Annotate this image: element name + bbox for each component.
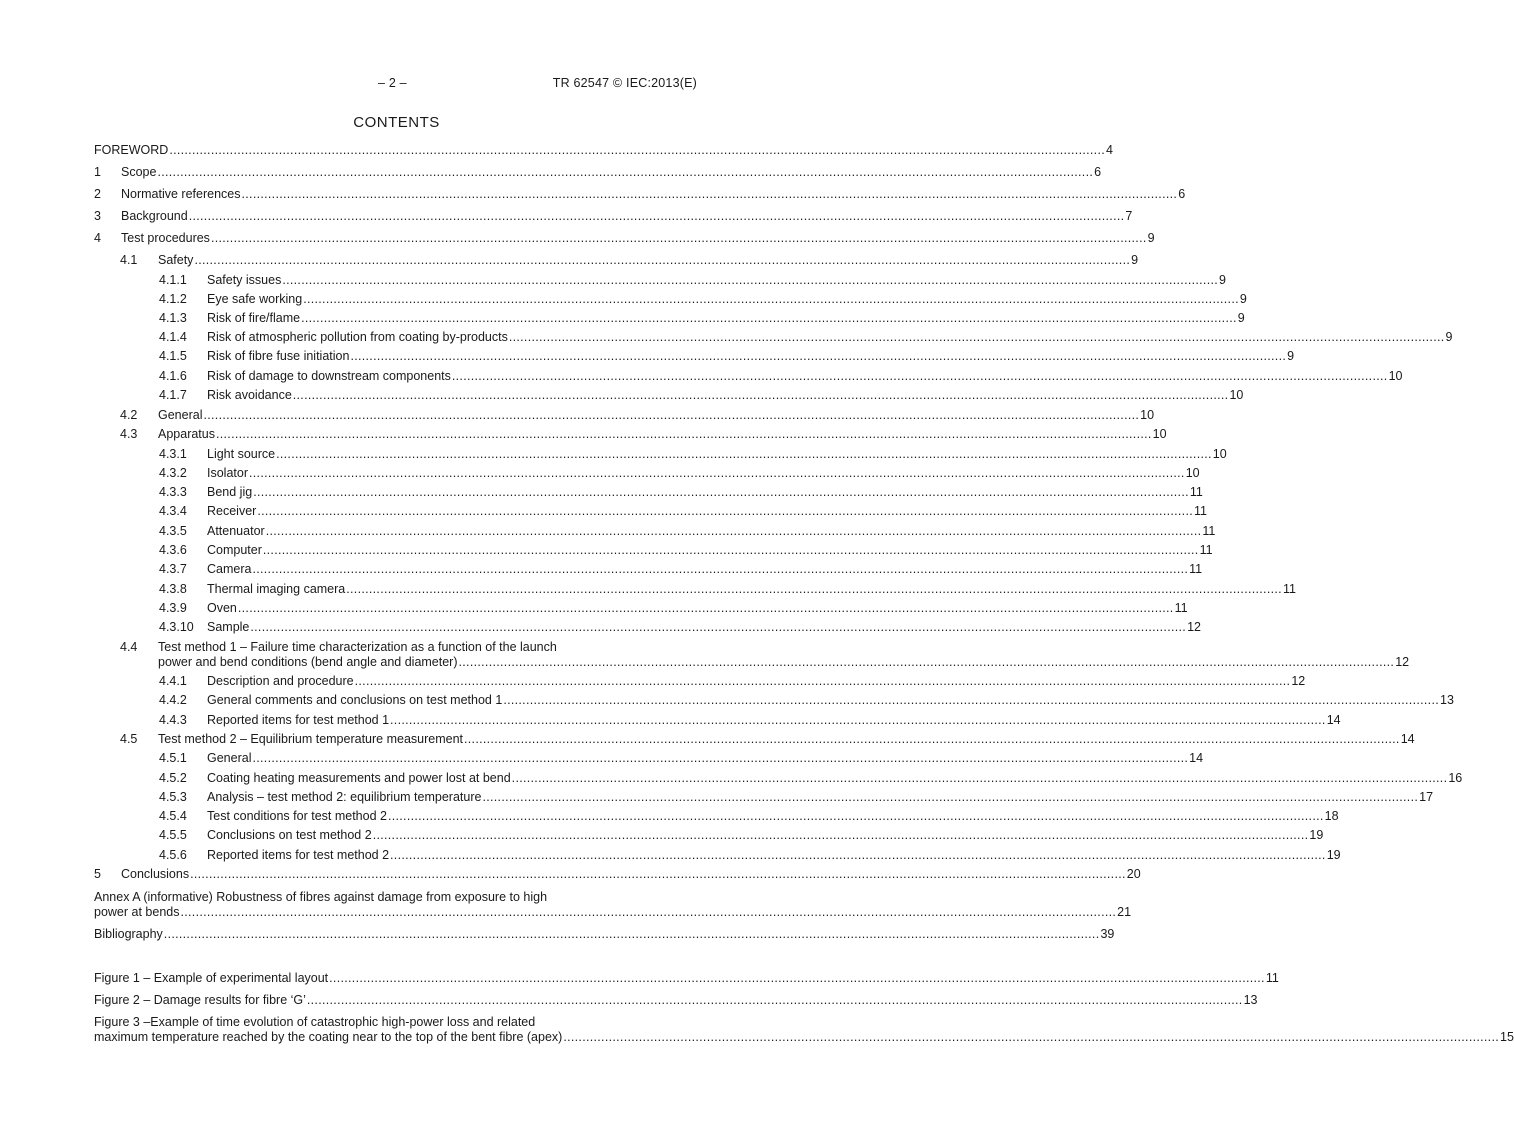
toc-entry-number: 4.3.5 [159,524,187,538]
dot-leader [388,809,1324,824]
dot-leader [189,209,1125,224]
toc-entry-label: Test conditions for test method 2 [207,809,387,823]
toc-entry-label: Safety issues [207,273,282,287]
toc-entry[interactable] [94,292,1247,307]
toc-entry-label-continued: power at bends [94,905,180,919]
toc-entry-label: Figure 1 – Example of experimental layout [94,971,329,985]
toc-entry-label: Reported items for test method 1 [207,713,390,727]
toc-entry-page: 12 [1395,655,1410,669]
toc-entry-page: 39 [1100,927,1115,941]
toc-entry-page: 6 [1178,187,1186,201]
dot-leader [203,408,1139,423]
toc-entry-label: Risk of fibre fuse initiation [207,349,350,363]
toc-entry-number: 4.2 [120,408,138,422]
toc-entry-page: 9 [1445,330,1453,344]
toc-entry-page: 10 [1140,408,1155,422]
toc-entry-label: General [158,408,203,422]
dot-leader [282,273,1218,288]
dot-leader [350,349,1286,364]
toc-entry[interactable] [94,427,1167,442]
toc-entry-label: Coating heating measurements and power lost at bend [207,771,511,785]
dot-leader [512,771,1448,786]
toc-entry[interactable] [94,771,1463,786]
toc-entry-page: 9 [1131,253,1139,267]
dot-leader [452,369,1388,384]
toc-entry[interactable] [94,231,1155,246]
toc-entry-number: 4.3.8 [159,582,187,596]
toc-entry-label-continued: power and bend conditions (bend angle and diameter) [158,655,458,669]
toc-entry-number: 5 [94,867,101,881]
toc-entry-page: 18 [1324,809,1339,823]
toc-entry-label: Sample [207,620,250,634]
page-title: CONTENTS [353,114,440,131]
dot-leader [301,311,1237,326]
toc-entry-label: Safety [158,253,194,267]
toc-entry-number: 4.1 [120,253,138,267]
dot-leader [157,165,1093,180]
toc-entry-page: 11 [1174,601,1188,615]
toc-entry-label: Figure 3 –Example of time evolution of catastrophic high-power loss and related [94,1015,536,1029]
toc-entry-label: Test method 1 – Failure time characterization as a function of the launch [158,640,557,654]
dot-leader [180,905,1116,920]
toc-entry-page: 21 [1117,905,1132,919]
toc-entry-number: 4.3.9 [159,601,187,615]
toc-entry-page: 10 [1229,388,1244,402]
toc-entry-number: 4.3.2 [159,466,187,480]
toc-entry-page: 14 [1400,732,1415,746]
toc-entry[interactable] [94,674,1306,689]
toc-entry-label: FOREWORD [94,143,169,157]
toc-entry-page: 10 [1388,369,1403,383]
dot-leader [250,620,1186,635]
toc-entry-number: 4.5.3 [159,790,187,804]
toc-entry[interactable] [94,543,1213,558]
toc-entry-label: Thermal imaging camera [207,582,346,596]
toc-entry[interactable] [94,311,1245,326]
toc-entry-page: 12 [1187,620,1201,634]
toc-entry-page: 13 [1440,693,1454,707]
toc-entry-label-continued: maximum temperature reached by the coating near to the top of the bent fibre (apex) [94,1030,563,1044]
toc-entry[interactable] [94,524,1216,539]
dot-leader [169,143,1105,158]
dot-leader [263,543,1199,558]
toc-entry[interactable] [94,273,1226,288]
dot-leader [293,388,1229,403]
dot-leader [249,466,1185,481]
toc-entry-number: 4.1.7 [159,388,187,402]
toc-entry[interactable] [94,971,1279,986]
toc-entry-label: Receiver [207,504,257,518]
toc-entry-number: 4.1.1 [159,273,187,287]
toc-entry[interactable] [94,408,1155,423]
toc-entry-number: 4.4 [120,640,138,654]
toc-entry-number: 4.5.4 [159,809,187,823]
toc-entry-number: 4.5.6 [159,848,187,862]
toc-entry[interactable] [94,447,1227,462]
toc-entry-page: 17 [1419,790,1434,804]
toc-entry-label: Test procedures [121,231,210,245]
toc-entry-number: 4.3.7 [159,562,187,576]
toc-entry-number: 4.1.2 [159,292,187,306]
toc-entry-number: 4.4.2 [159,693,187,707]
toc-entry-page: 7 [1125,209,1133,223]
toc-entry-number: 4.3.1 [159,447,187,461]
page-number: – 2 – [378,76,407,90]
toc-entry[interactable] [94,828,1324,843]
toc-entry-number: 3 [94,209,101,223]
toc-entry-label: Conclusions on test method 2 [207,828,372,842]
toc-entry-label: Computer [207,543,262,557]
toc-entry-label: Analysis – test method 2: equilibrium temperature [207,790,482,804]
toc-entry-number: 4.4.1 [159,674,187,688]
toc-entry-page: 9 [1219,273,1226,287]
dot-leader [242,187,1178,202]
toc-entry-number: 4.3.6 [159,543,187,557]
toc-entry-page: 11 [1282,582,1296,596]
toc-entry-number: 1 [94,165,101,179]
toc-entry[interactable] [94,143,1113,158]
toc-entry-page: 9 [1287,349,1295,363]
toc-entry-page: 10 [1152,427,1167,441]
toc-entry-page: 20 [1126,867,1141,881]
toc-entry-label: General comments and conclusions on test method 1 [207,693,503,707]
toc-entry-label: Test method 2 – Equilibrium temperature measurement [158,732,464,746]
toc-entry[interactable] [94,848,1341,863]
toc-entry-label: Camera [207,562,252,576]
toc-entry[interactable] [94,620,1201,635]
toc-entry-number: 4.3.4 [159,504,187,518]
toc-entry[interactable] [94,388,1244,403]
toc-entry[interactable] [94,582,1296,597]
toc-entry-page: 11 [1199,543,1213,557]
toc-entry-page: 14 [1189,751,1204,765]
toc-entry[interactable] [94,867,1141,882]
toc-entry-number: 4.5.5 [159,828,187,842]
toc-entry-page: 13 [1243,993,1258,1007]
toc-entry-page: 10 [1212,447,1227,461]
toc-entry-page: 11 [1194,504,1207,518]
toc-entry-label: Risk of fire/flame [207,311,301,325]
toc-entry-page: 16 [1448,771,1463,785]
toc-entry-page: 14 [1326,713,1341,727]
toc-entry[interactable] [94,732,1415,747]
dot-leader [253,485,1189,500]
toc-entry[interactable] [94,790,1434,805]
dot-leader [346,582,1282,597]
dot-leader [482,790,1418,805]
toc-entry-number: 4.5 [120,732,138,746]
toc-entry[interactable] [94,890,1132,920]
toc-entry[interactable] [94,693,1454,708]
toc-entry-page: 6 [1094,165,1102,179]
toc-entry-label: Apparatus [158,427,215,441]
toc-entry-number: 4.1.4 [159,330,187,344]
toc-entry[interactable] [94,1015,1514,1045]
toc-entry[interactable] [94,993,1258,1008]
toc-entry-label: Risk of damage to downstream components [207,369,451,383]
toc-entry-page: 11 [1265,971,1279,985]
toc-entry-label: Description and procedure [207,674,354,688]
toc-entry-label: Eye safe working [207,292,303,306]
toc-entry[interactable] [94,330,1453,345]
toc-entry-label: Figure 2 – Damage results for fibre ‘G’ [94,993,306,1007]
toc-entry[interactable] [94,640,1410,670]
dot-leader [276,447,1212,462]
toc-entry-label: Isolator [207,466,248,480]
toc-entry-number: 4.3.10 [159,620,194,634]
dot-leader [216,427,1152,442]
dot-leader [194,253,1130,268]
toc-entry-number: 4 [94,231,101,245]
dot-leader [373,828,1309,843]
toc-entry-page: 9 [1147,231,1155,245]
toc-entry-label: General [207,751,252,765]
toc-entry[interactable] [94,253,1139,268]
dot-leader [307,993,1243,1008]
toc-entry[interactable] [94,466,1200,481]
dot-leader [238,601,1174,616]
dot-leader [459,655,1395,670]
toc-entry-page: 9 [1239,292,1247,306]
toc-entry[interactable] [94,601,1188,616]
toc-entry-number: 4.3 [120,427,138,441]
toc-entry[interactable] [94,809,1339,824]
dot-leader [390,848,1326,863]
document-id: TR 62547 © IEC:2013(E) [552,76,697,90]
toc-entry-page: 11 [1189,562,1203,576]
toc-entry[interactable] [94,927,1115,942]
toc-entry-label: Normative references [121,187,241,201]
dot-leader [164,927,1100,942]
toc-entry-label: Risk avoidance [207,388,292,402]
toc-entry[interactable] [94,209,1133,224]
toc-entry-number: 4.1.6 [159,369,187,383]
toc-entry[interactable] [94,504,1207,519]
toc-entry-page: 19 [1309,828,1324,842]
toc-entry-label: Bibliography [94,927,163,941]
toc-entry-number: 4.1.3 [159,311,187,325]
toc-entry-label: Background [121,209,188,223]
toc-entry-label: Scope [121,165,157,179]
toc-entry[interactable] [94,165,1102,180]
toc-entry-label: Attenuator [207,524,265,538]
toc-entry-label: Light source [207,447,276,461]
toc-entry-page: 10 [1185,466,1200,480]
toc-entry-page: 9 [1237,311,1245,325]
toc-entry[interactable] [94,751,1204,766]
toc-entry[interactable] [94,187,1186,202]
toc-entry-label: Reported items for test method 2 [207,848,390,862]
toc-entry-label: Annex A (informative) Robustness of fibres against damage from exposure to high [94,890,548,904]
dot-leader [563,1030,1499,1045]
dot-leader [464,732,1400,747]
toc-entry-number: 4.1.5 [159,349,187,363]
dot-leader [503,693,1439,708]
dot-leader [190,867,1126,882]
toc-entry-label: Risk of atmospheric pollution from coating by-products [207,330,508,344]
toc-entry-number: 4.5.1 [159,751,187,765]
toc-entry[interactable] [94,562,1203,577]
dot-leader [266,524,1202,539]
toc-entry-page: 11 [1189,485,1203,499]
dot-leader [355,674,1291,689]
toc-entry[interactable] [94,713,1341,728]
toc-entry-page: 19 [1326,848,1341,862]
toc-entry[interactable] [94,485,1203,500]
toc-entry-page: 12 [1291,674,1306,688]
toc-entry-page: 4 [1106,143,1113,157]
dot-leader [509,330,1445,345]
dot-leader [211,231,1147,246]
toc-entry-number: 4.5.2 [159,771,187,785]
toc-entry-number: 4.4.3 [159,713,187,727]
dot-leader [390,713,1326,728]
dot-leader [257,504,1193,519]
dot-leader [252,751,1188,766]
toc-entry-page: 15 [1500,1030,1514,1044]
dot-leader [329,971,1265,986]
toc-entry-label: Oven [207,601,237,615]
toc-entry[interactable] [94,349,1295,364]
dot-leader [303,292,1239,307]
toc-entry-label: Bend jig [207,485,253,499]
dot-leader [252,562,1188,577]
toc-entry-page: 11 [1202,524,1216,538]
toc-entry[interactable] [94,369,1403,384]
toc-entry-number: 2 [94,187,101,201]
toc-entry-number: 4.3.3 [159,485,187,499]
toc-entry-label: Conclusions [121,867,190,881]
